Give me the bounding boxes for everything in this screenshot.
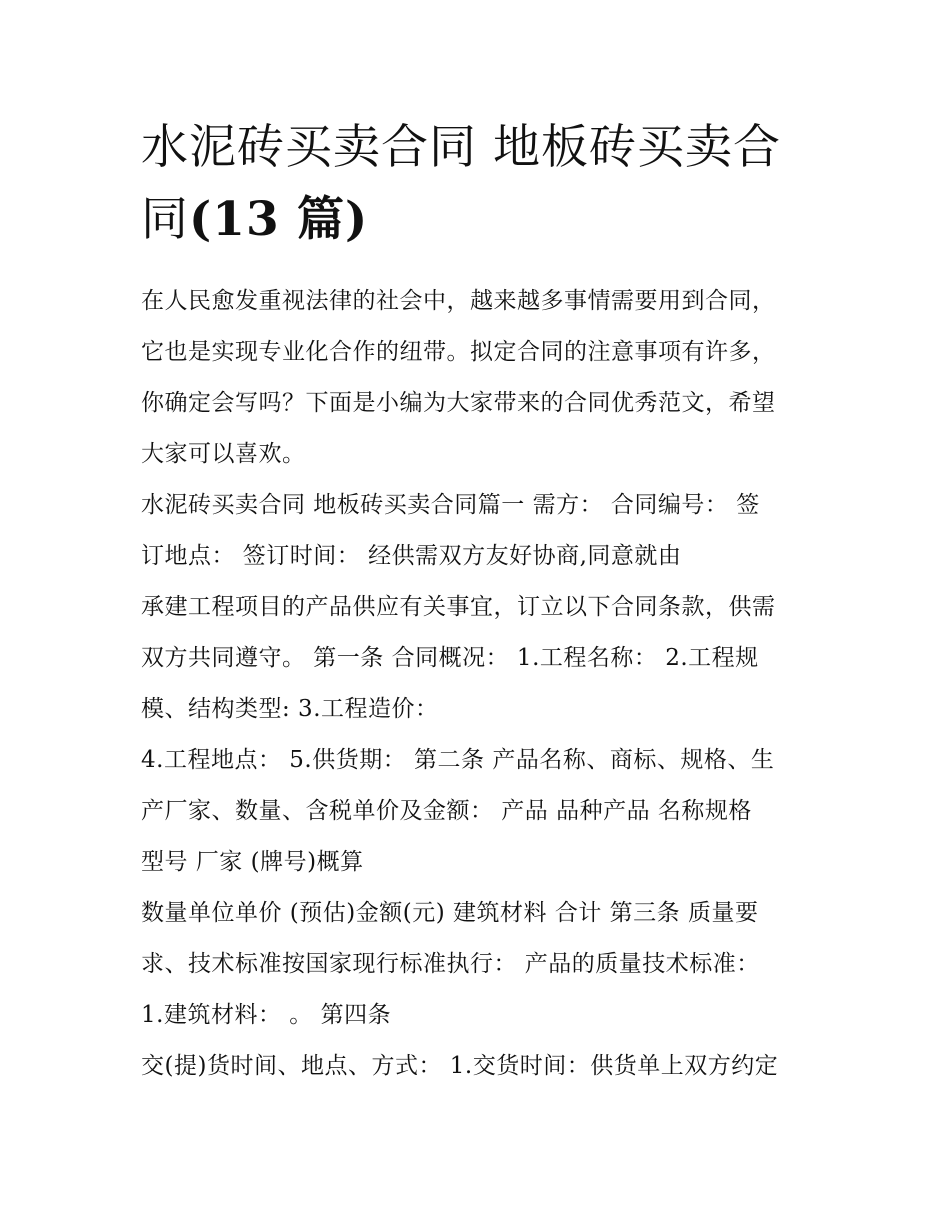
- body-line: 水泥砖买卖合同 地板砖买卖合同篇一 需方： 合同编号： 签: [141, 492, 760, 518]
- intro-line: 在人民愈发重视法律的社会中，越来越多事情需要用到合同，: [141, 288, 776, 314]
- title-line-2-text: 同: [141, 192, 189, 247]
- document-title: [141, 112, 821, 256]
- intro-line: 大家可以喜欢。: [141, 441, 306, 467]
- intro-paragraph: [141, 276, 821, 480]
- body-line: 4.工程地点： 5.供货期： 第二条 产品名称、商标、规格、生: [141, 747, 775, 773]
- title-line-2: [141, 184, 821, 256]
- title-line-1: 水泥砖买卖合同 地板砖买卖合: [141, 120, 781, 175]
- body-line: 求、技术标准按国家现行标准执行： 产品的质量技术标准：: [141, 951, 760, 977]
- body-line: 数量单位单价 (预估)金额(元) 建筑材料 合计 第三条 质量要: [141, 900, 759, 926]
- body-line: 型号 厂家 (牌号)概算: [141, 849, 364, 875]
- document-page: [141, 112, 821, 1092]
- body-line: 交(提)货时间、地点、方式： 1.交货时间：供货单上双方约定: [141, 1053, 779, 1079]
- body-line: 模、结构类型: 3.工程造价：: [141, 696, 439, 722]
- body-line: 订地点： 签订时间： 经供需双方友好协商,同意就由: [141, 543, 682, 569]
- body-line: 双方共同遵守。 第一条 合同概况： 1.工程名称： 2.工程规: [141, 645, 759, 671]
- body-line: 产厂家、数量、含税单价及金额： 产品 品种产品 名称规格: [141, 798, 752, 824]
- title-count: (13 篇): [189, 192, 369, 247]
- intro-line: 它也是实现专业化合作的纽带。拟定合同的注意事项有许多，: [141, 339, 776, 365]
- body-line: 1.建筑材料： 。 第四条: [141, 1002, 392, 1028]
- intro-line: 你确定会写吗？下面是小编为大家带来的合同优秀范文，希望: [141, 390, 776, 416]
- contract-body-paragraph: [141, 480, 821, 1092]
- body-line: 承建工程项目的产品供应有关事宜，订立以下合同条款，供需: [141, 594, 776, 620]
